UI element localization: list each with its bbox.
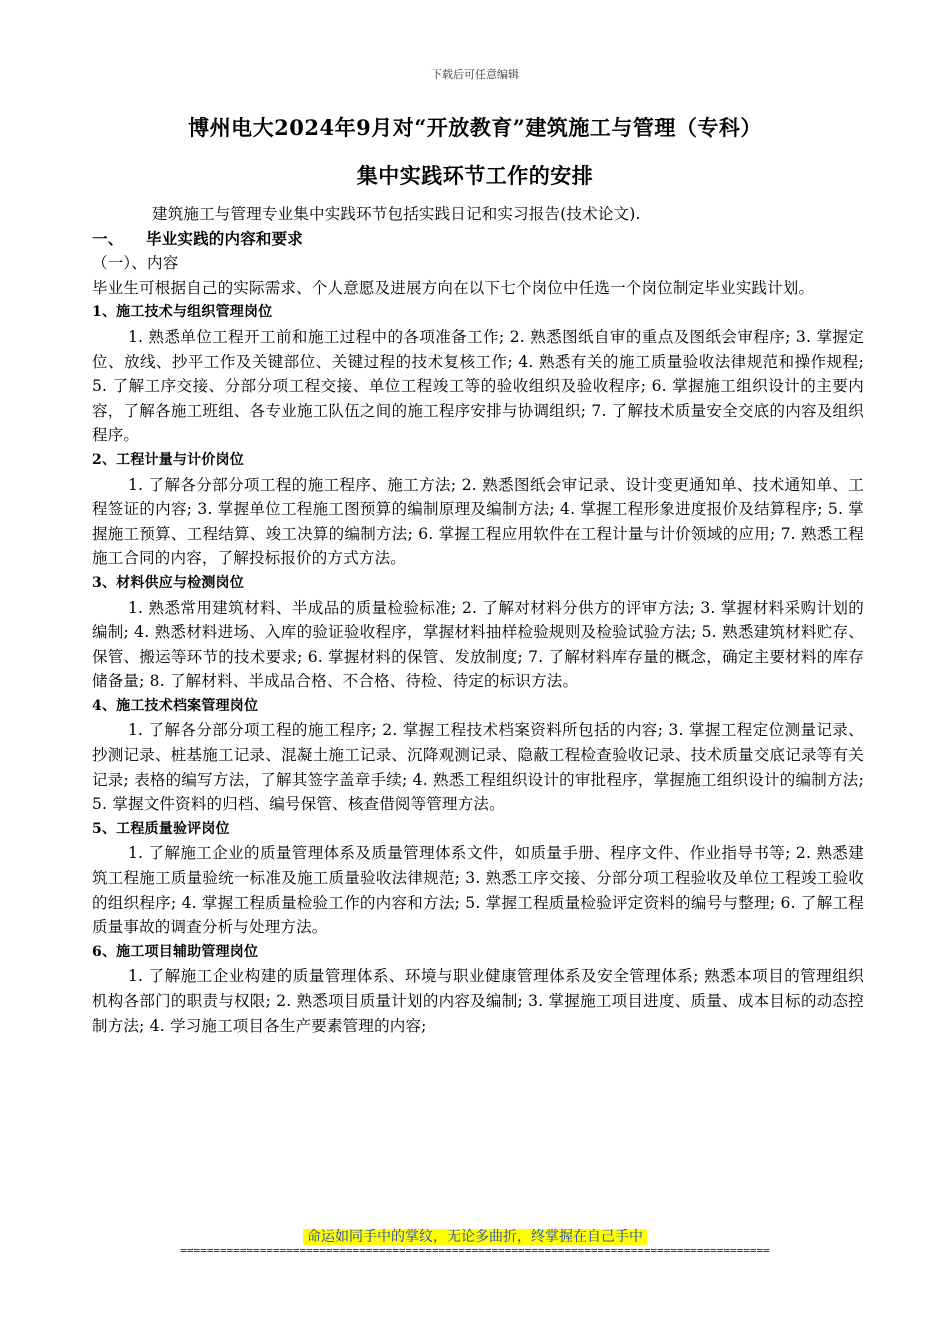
subsection-heading: （一）、内容 <box>92 254 179 273</box>
position-heading: 5、工程质量验评岗位 <box>92 820 230 837</box>
position-text: 1. 了解施工企业的质量管理体系及质量管理体系文件，如质量手册、程序文件、作业指导书等; 2. 熟悉建筑工程施工质量验统一标准及施工质量验收法律规范; 3. 熟悉工序交接、分部分项工程验收及单位工程竣工验收的组织程序; 4. 掌握工程质量检验工作的内容和方法; 5. 掌握工程质量检验评定资料的编号与整理; 6. 了解工程质量事故的调查分析与处理方法。 <box>92 844 864 937</box>
section-title: 毕业实践的内容和要求 <box>146 228 304 248</box>
footer-rule: ========================================================================================= <box>180 1244 770 1257</box>
position-heading: 2、工程计量与计价岗位 <box>92 451 244 468</box>
section-number: 一、 <box>92 228 124 248</box>
footer-banner <box>0 1226 950 1246</box>
footer-banner-text: 命运如同手中的掌纹，无论多曲折，终掌握在自己手中 <box>303 1229 647 1245</box>
plan-paragraph: 毕业生可根据自己的实际需求、个人意愿及进展方向在以下七个岗位中任选一个岗位制定毕业实践计划。 <box>92 278 815 297</box>
position-text: 1. 了解各分部分项工程的施工程序、施工方法; 2. 熟悉图纸会审记录、设计变更通知单、技术通知单、工程签证的内容; 3. 掌握单位工程施工图预算的编制原理及编制方法; 4. 掌握工程形象进度报价及结算程序; 5. 掌握施工预算、工程结算、竣工决算的编制方法; 6. 掌握工程应用软件在工程计量与计价领域的应用; 7. 熟悉工程施工合同的内容，了解投标报价的方式方法。 <box>92 475 864 568</box>
document-title-line1: 博州电大2024年9月对“开放教育”建筑施工与管理（专科） <box>188 115 762 140</box>
intro-paragraph: 建筑施工与管理专业集中实践环节包括实践日记和实习报告(技术论文). <box>152 205 641 223</box>
position-text: 1. 了解各分部分项工程的施工程序; 2. 掌握工程技术档案资料所包括的内容; 3. 掌握工程定位测量记录、抄测记录、桩基施工记录、混凝土施工记录、沉降观测记录、隐蔽工程检查验收记录、技术质量交底记录等有关记录; 表格的编写方法，了解其签字盖章手续; 4. 熟悉工程组织设计的审批程序，掌握施工组织设计的编制方法; 5. 掌握文件资料的归档、编号保管、核查借阅等管理方法。 <box>92 721 864 814</box>
position-heading: 6、施工项目辅助管理岗位 <box>92 943 259 960</box>
section-heading <box>92 227 864 252</box>
position-text: 1. 熟悉单位工程开工前和施工过程中的各项准备工作; 2. 熟悉图纸自审的重点及图纸会审程序; 3. 掌握定位、放线、抄平工作及关键部位、关键过程的技术复核工作; 4. 熟悉有关的施工质量验收法律规范和操作规程; 5. 了解工序交接、分部分项工程交接、单位工程竣工等的验收组织及验收程序; 6. 掌握施工组织设计的主要内容，了解各施工班组、各专业施工队伍之间的施工程序安排与协调组织; 7. 了解技术质量安全交底的内容及组织程序。 <box>92 327 864 445</box>
position-heading: 1、施工技术与组织管理岗位 <box>92 304 273 321</box>
position-text: 1. 了解施工企业构建的质量管理体系、环境与职业健康管理体系及安全管理体系; 熟悉本项目的管理组织机构各部门的职责与权限; 2. 熟悉项目质量计划的内容及编制; 3. 掌握施工项目进度、质量、成本目标的动态控制方法; 4. 学习施工项目各生产要素管理的内容; <box>92 967 864 1035</box>
document-title-line2: 集中实践环节工作的安排 <box>356 163 594 188</box>
document-body <box>92 202 864 1038</box>
position-text: 1. 熟悉常用建筑材料、半成品的质量检验标准; 2. 了解对材料分供方的评审方法; 3. 掌握材料采购计划的编制; 4. 熟悉材料进场、入库的验证验收程序，掌握材料抽样检验规则及检验试验方法; 5. 熟悉建筑材料贮存、保管、搬运等环节的技术要求; 6. 掌握材料的保管、发放制度; 7. 了解材料库存量的概念，确定主要材料的库存储备量; 8. 了解材料、半成品合格、不合格、待检、待定的标识方法。 <box>92 598 864 691</box>
position-heading: 4、施工技术档案管理岗位 <box>92 697 259 714</box>
header-note: 下载后可任意编辑 <box>431 68 519 81</box>
position-heading: 3、材料供应与检测岗位 <box>92 574 244 591</box>
